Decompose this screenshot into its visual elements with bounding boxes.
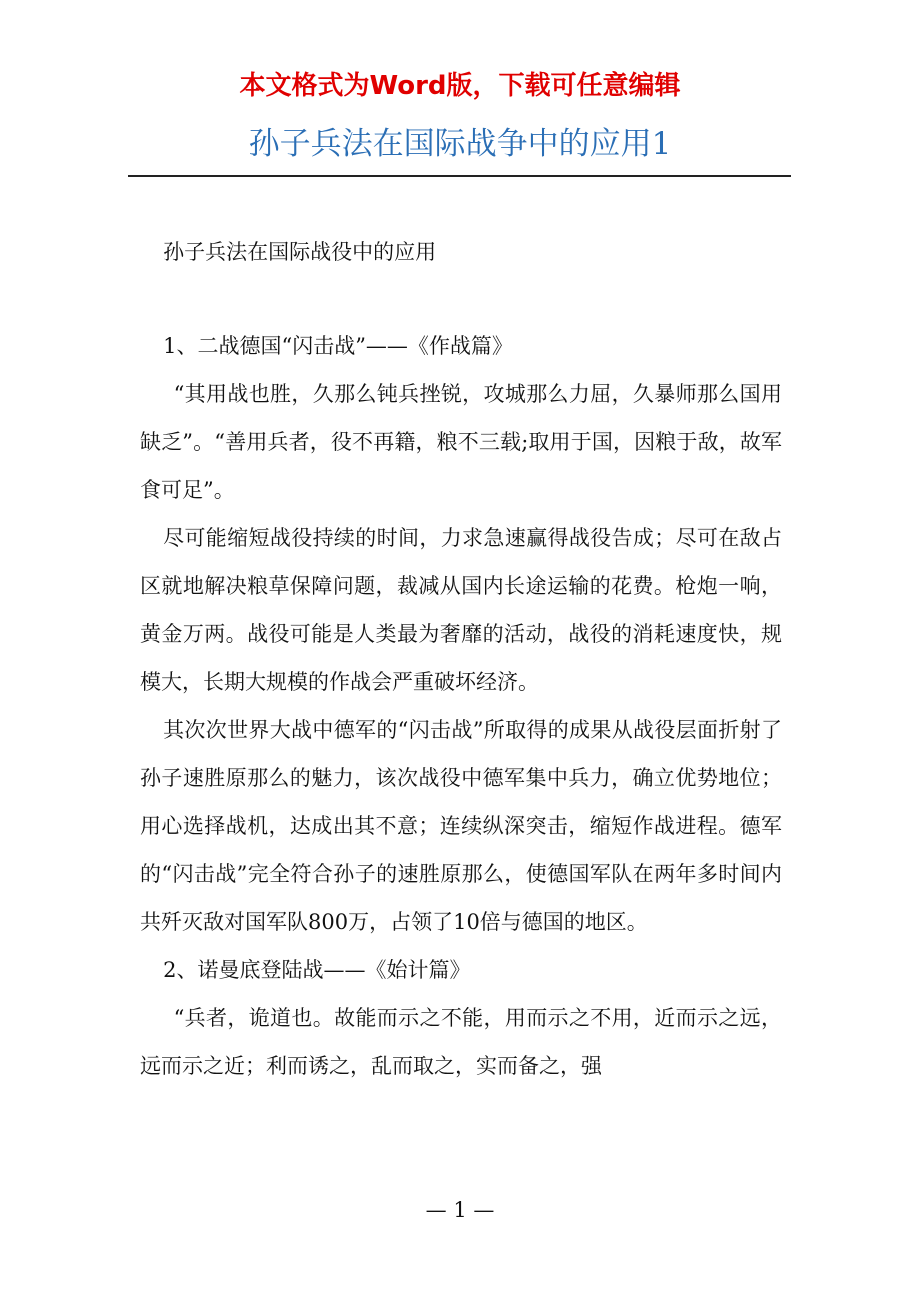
- page-number: — 1 —: [425, 1198, 495, 1222]
- body-subtitle: 孙子兵法在国际战役中的应用: [163, 240, 437, 264]
- document-title: 孙子兵法在国际战争中的应用1: [248, 126, 672, 162]
- title-divider: [128, 175, 791, 177]
- format-banner: 本文格式为Word版，下载可任意编辑: [239, 71, 681, 101]
- paragraph-quote-2: “兵者，诡道也。故能而示之不能，用而示之不用，近而示之远，远而示之近；利而诱之，乱而取之，实而备之，强: [140, 1006, 782, 1078]
- document-body: [140, 228, 782, 1090]
- section-heading-2: 2、诺曼底登陆战——《始计篇》: [163, 958, 471, 982]
- paragraph-1: 尽可能缩短战役持续的时间，力求急速赢得战役告成；尽可在敌占区就地解决粮草保障问题，裁减从国内长途运输的花费。枪炮一响，黄金万两。战役可能是人类最为奢靡的活动，战役的消耗速度快，规模大，长期大规模的作战会严重破坏经济。: [140, 526, 782, 694]
- paragraph-2: 其次次世界大战中德军的“闪击战”所取得的成果从战役层面折射了孙子速胜原那么的魅力，该次战役中德军集中兵力，确立优势地位；用心选择战机，达成出其不意；连续纵深突击，缩短作战进程。德军的“闪击战”完全符合孙子的速胜原那么，使德国军队在两年多时间内共歼灭敌对国军队800万，占领了10倍与德国的地区。: [140, 718, 782, 934]
- section-heading-1: 1、二战德国“闪击战”——《作战篇》: [163, 334, 513, 358]
- paragraph-quote-1: “其用战也胜，久那么钝兵挫锐，攻城那么力屈，久暴师那么国用缺乏”。“善用兵者，役不再籍，粮不三载;取用于国，因粮于敌，故军食可足”。: [140, 382, 782, 502]
